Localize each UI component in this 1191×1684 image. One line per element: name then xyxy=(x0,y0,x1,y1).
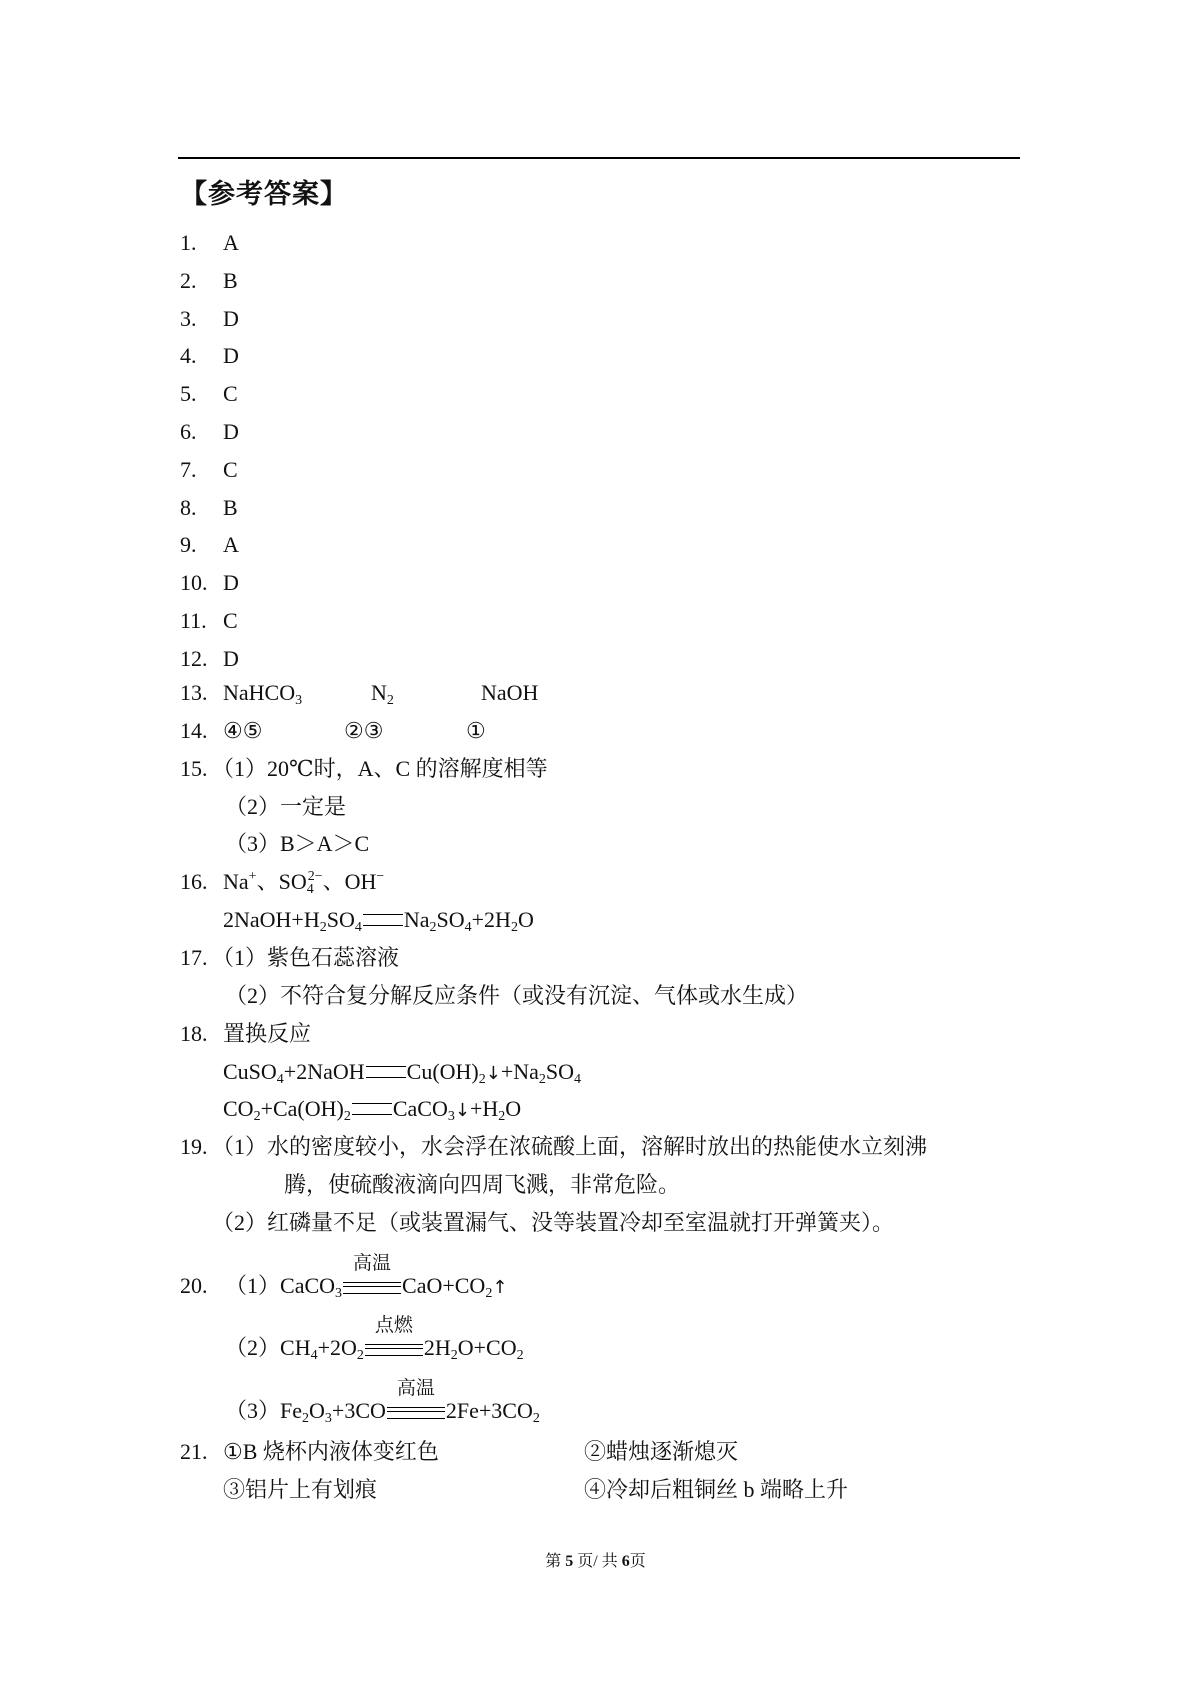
mc-answer: D xyxy=(223,306,239,331)
question-number: 13. xyxy=(180,680,208,705)
question-number: 17. xyxy=(180,945,208,970)
down-arrow-icon: ↓ xyxy=(454,1100,470,1121)
q17-part-1: （1）紫色石蕊溶液 xyxy=(212,945,400,970)
question-number: 11. xyxy=(180,608,207,633)
question-number: 14. xyxy=(180,718,208,743)
q21-answer-3: ③铝片上有划痕 xyxy=(223,1477,378,1502)
q19-part-1b: 腾，使硫酸液滴向四周飞溅，非常危险。 xyxy=(284,1172,681,1197)
down-arrow-icon: ↓ xyxy=(485,1063,501,1084)
total-page-number: 6 xyxy=(621,1553,630,1570)
header-rule xyxy=(178,157,1020,159)
question-number: 15. xyxy=(180,756,208,781)
reaction-condition: 点燃 xyxy=(365,1339,423,1361)
q21-answer-1: ①B 烧杯内液体变红色 xyxy=(223,1439,439,1464)
reaction-condition: 高温 xyxy=(387,1402,445,1424)
reaction-condition: 高温 xyxy=(343,1277,401,1299)
question-number: 3. xyxy=(180,306,197,331)
q18-equation-2: $CO_2+Ca(OH)_2$ $CaCO_3↓+H_2O$ xyxy=(223,1096,522,1124)
q21-answer-4: ④冷却后粗铜丝 b 端略上升 xyxy=(584,1477,849,1502)
q13-answer-3: NaOH xyxy=(481,680,539,705)
q18-equation-1: CuSO$_4$+2NaOH $Cu(OH)_2↓+Na_2SO_4$ xyxy=(223,1059,582,1087)
mc-answer: D xyxy=(223,646,239,671)
mc-answer: C xyxy=(223,608,238,633)
q19-part-1a: （1）水的密度较小，水会浮在浓硫酸上面，溶解时放出的热能使水立刻沸 xyxy=(212,1134,928,1159)
mc-answer: D xyxy=(223,343,239,368)
current-page-number: 5 xyxy=(565,1553,574,1570)
mc-answer: D xyxy=(223,570,239,595)
q15-part-1: （1）20℃时，A、C 的溶解度相等 xyxy=(212,756,548,781)
page-footer: 第 5 页/ 共 6页 xyxy=(545,1553,646,1570)
mc-answer: B xyxy=(223,268,238,293)
q14-answer-3: ① xyxy=(466,718,486,743)
mc-answer: A xyxy=(223,532,239,557)
up-arrow-icon: ↑ xyxy=(492,1277,508,1298)
question-number: 10. xyxy=(180,570,208,595)
page-title: 【参考答案】 xyxy=(180,179,348,209)
q16-ions: Na+、$SO_4^{2-}$、OH− xyxy=(223,869,385,897)
question-number: 1. xyxy=(180,230,197,255)
question-number: 18. xyxy=(180,1021,208,1046)
q15-part-2: （2）一定是 xyxy=(225,794,347,819)
mc-answer: B xyxy=(223,495,238,520)
question-number: 9. xyxy=(180,532,197,557)
question-number: 5. xyxy=(180,381,197,406)
q20-equation-2: $(2)CH_4+2O_2$ 点燃 $2H_2O+CO_2$ xyxy=(225,1314,524,1363)
question-number: 7. xyxy=(180,457,197,482)
question-number: 20. xyxy=(180,1273,208,1298)
question-number: 12. xyxy=(180,646,208,671)
question-number: 16. xyxy=(180,869,208,894)
q19-part-2: （2）红磷量不足（或装置漏气、没等装置冷却至室温就打开弹簧夹）。 xyxy=(212,1210,895,1235)
q17-part-2: （2）不符合复分解反应条件（或没有沉淀、气体或水生成） xyxy=(225,983,809,1008)
q16-equation: $2NaOH+H_2SO_4$ $Na_2SO_4+2H_2O$ xyxy=(223,907,534,935)
equals-sign xyxy=(366,1066,406,1078)
mc-answer: D xyxy=(223,419,239,444)
q20-equation-1: （1）CaCO$_3$ 高温 $CaO+CO_2↑$ xyxy=(225,1252,508,1301)
mc-answer: C xyxy=(223,381,238,406)
question-number: 19. xyxy=(180,1134,208,1159)
equals-sign xyxy=(352,1103,392,1115)
question-number: 2. xyxy=(180,268,197,293)
q13-answer-1: NaHCO$_3$ xyxy=(223,680,303,708)
question-number: 8. xyxy=(180,495,197,520)
mc-answer: C xyxy=(223,457,238,482)
mc-answer: A xyxy=(223,230,239,255)
q15-part-3: （3）B＞A＞C xyxy=(225,831,370,856)
question-number: 21. xyxy=(180,1439,208,1464)
q14-answer-1: ④⑤ xyxy=(223,718,263,743)
q21-answer-2: ②蜡烛逐渐熄灭 xyxy=(584,1439,739,1464)
q20-equation-3: $(3)Fe_2O_3+3CO$ 高温 $2Fe+3CO_2$ xyxy=(225,1377,540,1426)
q14-answer-2: ②③ xyxy=(344,718,384,743)
q13-answer-2: $N_2$ xyxy=(371,680,394,708)
equals-sign xyxy=(363,914,403,926)
question-number: 6. xyxy=(180,419,197,444)
q18-part-1: 置换反应 xyxy=(223,1021,312,1046)
question-number: 4. xyxy=(180,343,197,368)
